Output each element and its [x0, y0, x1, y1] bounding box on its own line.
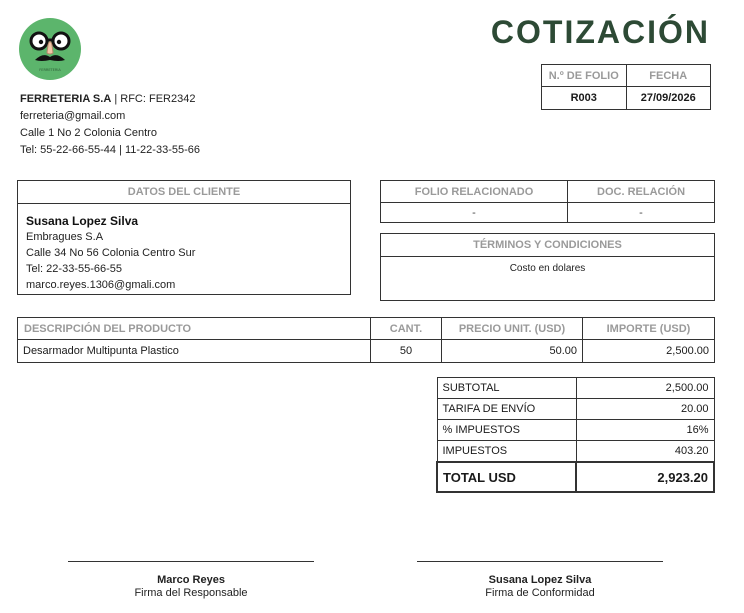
tax-rate-value: 16%: [576, 420, 714, 441]
client-email: marco.reyes.1306@gmali.com: [26, 279, 176, 291]
client-details: [18, 204, 350, 293]
related-doc-value: -: [568, 203, 715, 223]
shipping-row: [437, 399, 714, 420]
col-description: DESCRIPCIÓN DEL PRODUCTO: [18, 318, 371, 340]
company-email: ferreteria@gmail.com: [20, 110, 126, 122]
relation-table: [380, 180, 715, 223]
shipping-value: 20.00: [576, 399, 714, 420]
terms-text: Costo en dolares: [509, 263, 586, 274]
table-row: [18, 340, 715, 363]
related-folio-value: -: [381, 203, 568, 223]
product-description: Desarmador Multipunta Plastico: [18, 340, 371, 363]
client-header: DATOS DEL CLIENTE: [18, 181, 350, 204]
related-folio-header: FOLIO RELACIONADO: [381, 181, 568, 203]
company-logo: [19, 18, 81, 80]
product-unit-price: 50.00: [442, 340, 583, 363]
mustache-glasses-icon: [19, 18, 81, 80]
product-quantity: 50: [371, 340, 442, 363]
client-company: Embragues S.A: [26, 231, 104, 243]
signature-line-right: [417, 561, 663, 562]
client-signature-role: Firma de Conformidad: [485, 587, 595, 599]
products-table: [17, 317, 715, 363]
date-header: FECHA: [626, 65, 711, 87]
total-value: 2,923.20: [576, 462, 714, 492]
totals-table: [436, 377, 715, 493]
company-address: Calle 1 No 2 Colonia Centro: [20, 127, 157, 139]
related-doc-header: DOC. RELACIÓN: [568, 181, 715, 203]
tax-value: 403.20: [576, 441, 714, 463]
signature-right: [417, 574, 663, 600]
responsible-name: Marco Reyes: [157, 574, 225, 586]
shipping-label: TARIFA DE ENVÍO: [437, 399, 576, 420]
company-name: FERRETERIA S.A: [20, 93, 112, 105]
company-info: [20, 91, 200, 159]
signature-left: [68, 574, 314, 600]
subtotal-label: SUBTOTAL: [437, 378, 576, 399]
subtotal-row: [437, 378, 714, 399]
folio-table: [541, 64, 711, 110]
responsible-role: Firma del Responsable: [134, 587, 248, 599]
col-unit-price: PRECIO UNIT. (USD): [442, 318, 583, 340]
total-row: [437, 462, 714, 492]
subtotal-value: 2,500.00: [576, 378, 714, 399]
tax-rate-label: % IMPUESTOS: [437, 420, 576, 441]
client-signature-name: Susana Lopez Silva: [488, 574, 592, 586]
col-amount: IMPORTE (USD): [583, 318, 715, 340]
company-phone: Tel: 55-22-66-55-44 | 11-22-33-55-66: [20, 144, 200, 156]
terms-header: TÉRMINOS Y CONDICIONES: [381, 234, 714, 257]
client-address: Calle 34 No 56 Colonia Centro Sur: [26, 247, 196, 259]
date-value: 27/09/2026: [626, 87, 711, 110]
company-name-line: FERRETERIA S.A | RFC: FER2342: [20, 93, 196, 105]
tax-rate-row: [437, 420, 714, 441]
total-label: TOTAL USD: [437, 462, 576, 492]
col-quantity: CANT.: [371, 318, 442, 340]
client-name: Susana Lopez Silva: [26, 214, 139, 228]
product-amount: 2,500.00: [583, 340, 715, 363]
folio-header: N.º DE FOLIO: [542, 65, 627, 87]
tax-label: IMPUESTOS: [437, 441, 576, 463]
company-rfc: RFC: FER2342: [120, 93, 196, 105]
logo-text: FERRETERIA: [39, 68, 61, 72]
client-phone: Tel: 22-33-55-66-55: [26, 263, 123, 275]
folio-value: R003: [542, 87, 627, 110]
products-header-row: [18, 318, 715, 340]
document-title: COTIZACIÓN: [490, 14, 710, 50]
tax-row: [437, 441, 714, 463]
terms-box: [380, 233, 715, 301]
client-box: [17, 180, 351, 295]
signature-line-left: [68, 561, 314, 562]
